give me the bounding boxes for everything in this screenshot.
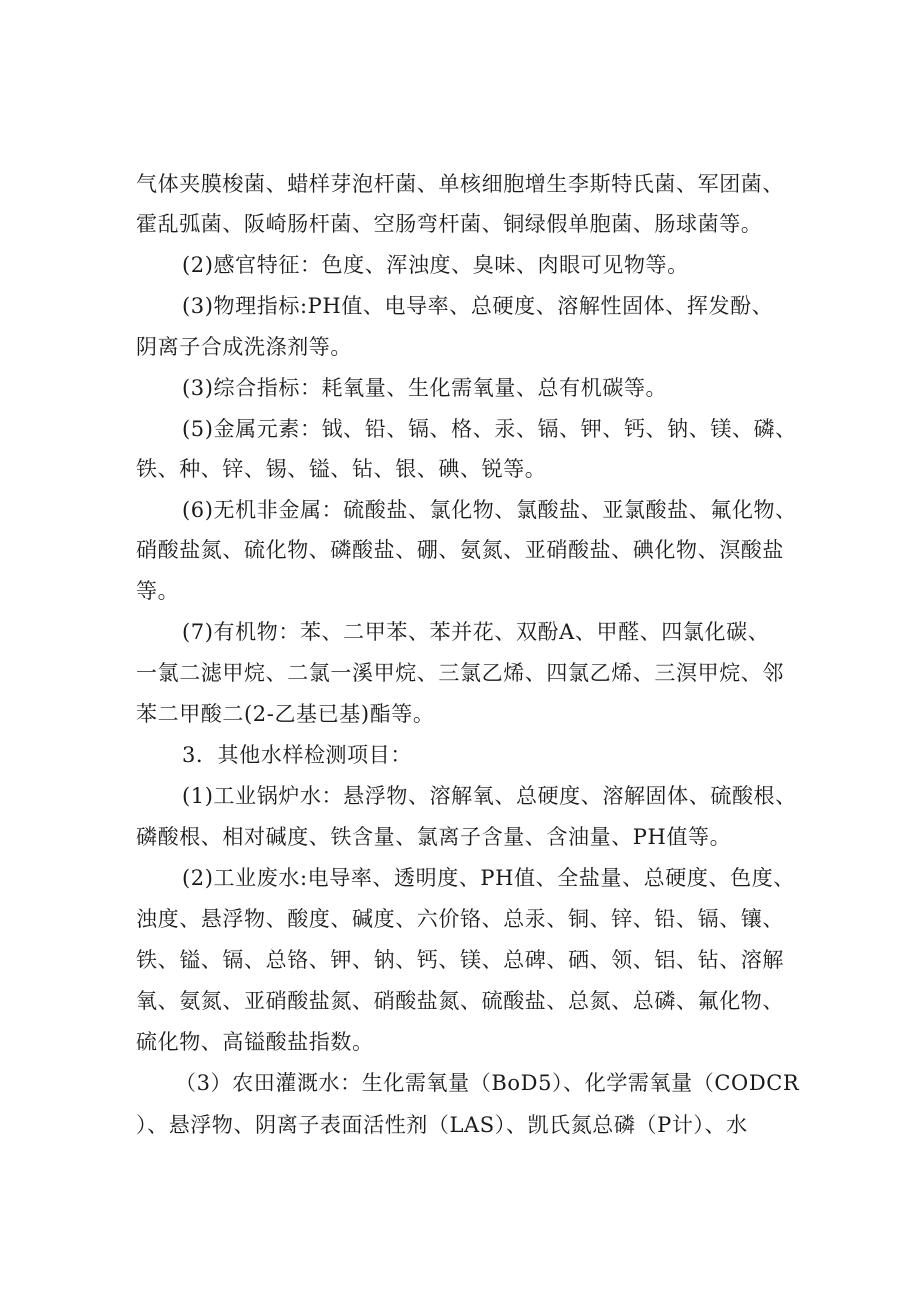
text-line: 硫化物、高镒酸盐指数。 (136, 1030, 374, 1054)
text-line: （3）农田灌溉水：生化需氧量（BoD5）、化学需氧量（CODCR (175, 1071, 800, 1095)
text-line: 霍乱弧菌、阪崎肠杆菌、空肠弯杆菌、铜绿假单胞菌、肠球菌等。 (136, 212, 763, 236)
text-line: 等。 (136, 579, 180, 603)
text-line: 苯二甲酸二(2-乙基已基)酯等。 (136, 702, 435, 726)
text-line: (2)工业废水:电导率、透明度、PH值、全盐量、总硬度、色度、 (182, 866, 795, 890)
text-line: 气体夹膜梭菌、蜡样芽泡杆菌、单核细胞增生李斯特氏菌、军团菌、 (136, 172, 784, 196)
text-line: 铁、镒、镉、总铬、钾、钠、钙、镁、总碑、硒、领、铝、钻、溶解 (136, 948, 784, 972)
text-line: 磷酸根、相对碱度、铁含量、氯离子含量、含油量、PH值等。 (136, 825, 732, 849)
text-line: (1)工业锅炉水：悬浮物、溶解氧、总硬度、溶解固体、硫酸根、 (182, 784, 797, 808)
text-line: ）、悬浮物、阴离子表面活性剂（LAS）、凯氏氮总磷（P计）、水 (136, 1113, 748, 1137)
text-line: 阴离子合成洗涤剂等。 (136, 335, 352, 359)
text-line: 一氯二滤甲烷、二氯一溪甲烷、三氯乙烯、四氯乙烯、三溟甲烷、邻 (136, 661, 784, 685)
text-line: (6)无机非金属：硫酸盐、氯化物、氯酸盐、亚氯酸盐、氟化物、 (182, 498, 797, 522)
text-line: 3．其他水样检测项目： (182, 743, 412, 767)
text-line: (3)物理指标:PH值、电导率、总硬度、溶解性固体、挥发酚、 (182, 294, 774, 318)
text-line: (2)感官特征：色度、浑浊度、臭味、肉眼可见物等。 (182, 253, 689, 277)
text-line: (7)有机物：苯、二甲苯、苯并花、双酚A、甲醛、四氯化碳、 (182, 620, 770, 644)
text-line: (3)综合指标：耗氧量、生化需氧量、总有机碳等。 (182, 376, 668, 400)
text-line: 氧、氨氮、亚硝酸盐氮、硝酸盐氮、硫酸盐、总氮、总磷、氟化物、 (136, 989, 784, 1013)
text-line: 硝酸盐氮、硫化物、磷酸盐、硼、氨氮、亚硝酸盐、碘化物、溟酸盐 (136, 538, 784, 562)
text-line: 浊度、悬浮物、酸度、碱度、六价铬、总汞、铜、锌、铅、镉、镶、 (136, 907, 784, 931)
text-line: (5)金属元素：钺、铅、镉、格、汞、镉、钾、钙、钠、镁、磷、 (182, 417, 797, 441)
text-line: 铁、种、锌、锡、镒、钻、银、碘、锐等。 (136, 457, 547, 481)
